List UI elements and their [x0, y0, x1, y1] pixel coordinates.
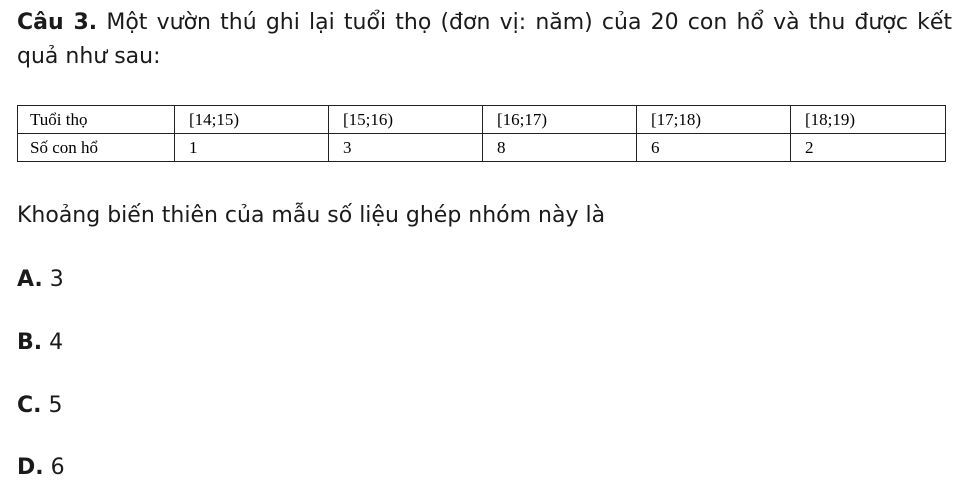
- question-prompt: Khoảng biến thiên của mẫu số liệu ghép nhóm này là: [17, 203, 606, 228]
- option-c[interactable]: [17, 390, 63, 422]
- option-a[interactable]: [17, 264, 64, 296]
- table-cell: [17;18): [637, 106, 791, 134]
- question-text: [17, 6, 952, 74]
- table-cell: [18;19): [791, 106, 946, 134]
- table-row: [18, 106, 946, 134]
- row-header-count: Số con hổ: [18, 134, 175, 162]
- row-header-lifespan: Tuổi thọ: [18, 106, 175, 134]
- table-cell: [15;16): [329, 106, 483, 134]
- option-b[interactable]: [17, 327, 63, 359]
- option-value: 4: [49, 330, 64, 355]
- table-cell: [14;15): [175, 106, 329, 134]
- table-cell: 3: [329, 134, 483, 162]
- option-letter: C.: [17, 393, 42, 418]
- question-body: Một vườn thú ghi lại tuổi thọ (đơn vị: năm) của 20 con hổ và thu được kết quả như sau:: [17, 10, 952, 69]
- option-value: 3: [49, 267, 64, 292]
- data-table: [17, 105, 946, 162]
- table-cell: 8: [483, 134, 637, 162]
- option-letter: D.: [17, 455, 44, 480]
- table-cell: 2: [791, 134, 946, 162]
- table-cell: [16;17): [483, 106, 637, 134]
- table-cell: 1: [175, 134, 329, 162]
- option-d[interactable]: [17, 452, 65, 484]
- option-value: 6: [50, 455, 65, 480]
- option-letter: A.: [17, 267, 43, 292]
- table-row: [18, 134, 946, 162]
- option-value: 5: [48, 393, 63, 418]
- question-label: Câu 3.: [17, 10, 98, 35]
- option-letter: B.: [17, 330, 43, 355]
- table-cell: 6: [637, 134, 791, 162]
